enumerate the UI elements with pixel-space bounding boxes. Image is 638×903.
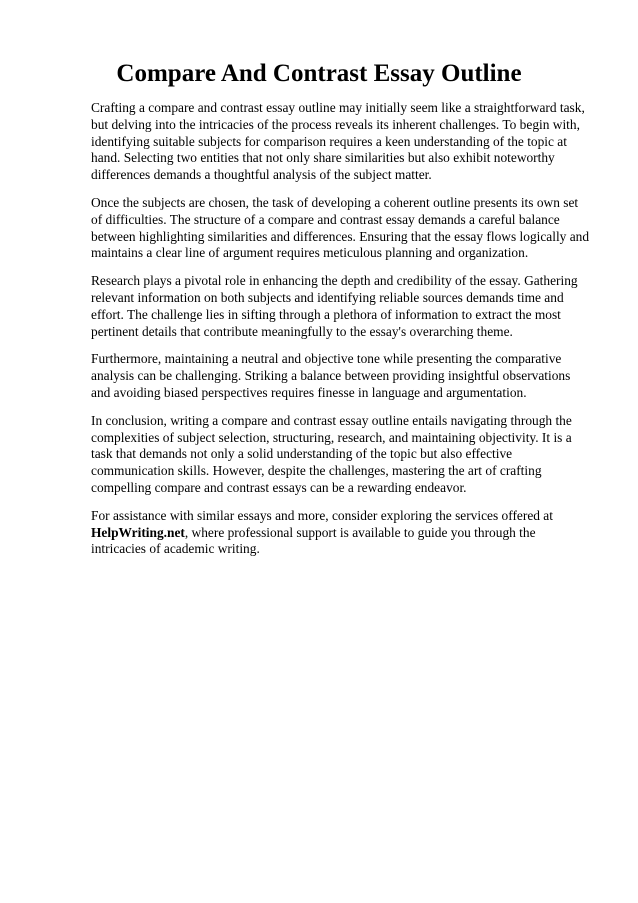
closing-outro: , where professional support is available to guide you through the intricacies of academic writing. bbox=[91, 524, 536, 557]
paragraph-2: Once the subjects are chosen, the task of developing a coherent outline presents its own set of difficulties. The structure of a compare and contrast essay demands a careful balance between highlighting similarities and differences. Ensuring that the essay flows logically and maintains a clear line of argument requires meticulous planning and organization. bbox=[91, 194, 590, 261]
paragraph-3: Research plays a pivotal role in enhancing the depth and credibility of the essay. Gathering relevant information on both subjects and identifying reliable sources demands time and effort. The challenge lies in sifting through a plethora of information to extract the most pertinent details that contribute meaningfully to the essay's overarching theme. bbox=[91, 273, 578, 339]
closing-paragraph bbox=[91, 508, 590, 558]
paragraph-5: In conclusion, writing a compare and contrast essay outline entails navigating through the complexities of subject selection, structuring, research, and maintaining objectivity. It is a task that demands not only a solid understanding of the topic but also effective communication skills. However, despite the challenges, mastering the art of crafting compelling compare and contrast essays can be a rewarding endeavor. bbox=[91, 412, 572, 495]
paragraph-1: Crafting a compare and contrast essay outline may initially seem like a straightforward task, but delving into the intricacies of the process reveals its inherent challenges. To begin with, identifying suitable subjects for comparison requires a keen understanding of the topic at hand. Selecting two entities that not only share similarities but also exhibit noteworthy differences demands a thoughtful analysis of the subject matter. bbox=[91, 100, 585, 183]
closing-intro: For assistance with similar essays and more, consider exploring the services offered at bbox=[91, 507, 553, 523]
paragraph-4: Furthermore, maintaining a neutral and objective tone while presenting the comparative analysis can be challenging. Striking a balance between providing insightful observations and avoiding biased perspectives requires finesse in language and argumentation. bbox=[91, 351, 571, 400]
document-title: Compare And Contrast Essay Outline bbox=[116, 60, 522, 87]
brand-link[interactable]: HelpWriting.net bbox=[91, 524, 185, 540]
